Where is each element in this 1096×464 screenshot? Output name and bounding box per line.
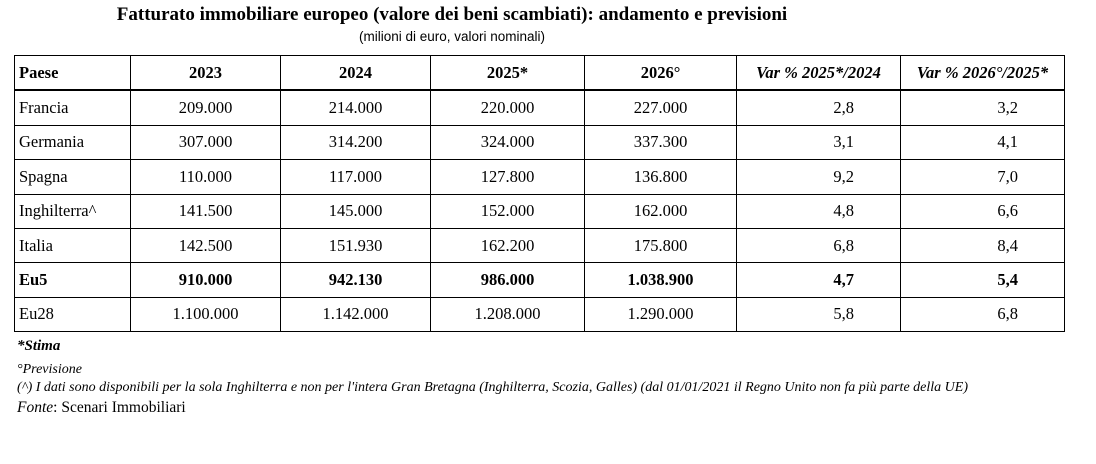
table-row-total-eu5 <box>15 263 1065 297</box>
cell-var-2025: 5,8 <box>737 297 901 331</box>
cell-2026: 162.000 <box>585 194 737 228</box>
cell-2026: 227.000 <box>585 90 737 125</box>
cell-2024: 214.000 <box>281 90 431 125</box>
cell-2023: 110.000 <box>131 160 281 194</box>
cell-var-2026: 7,0 <box>901 160 1065 194</box>
cell-var-2025: 2,8 <box>737 90 901 125</box>
cell-2024: 1.142.000 <box>281 297 431 331</box>
cell-var-2025: 4,8 <box>737 194 901 228</box>
source-line <box>17 399 1077 417</box>
table-row <box>15 194 1065 228</box>
page-title: Fatturato immobiliare europeo (valore dei beni scambiati): andamento e previsioni <box>116 4 788 25</box>
cell-2025: 220.000 <box>431 90 585 125</box>
cell-2026: 136.800 <box>585 160 737 194</box>
cell-country: Francia <box>15 90 131 125</box>
table-row <box>15 125 1065 159</box>
note-inghilterra: (^) I dati sono disponibili per la sola Inghilterra e non per l'intera Gran Bretagna (Inghilterra, Scozia, Galles) (dal 01/01/2021 il Regno Unito non fa più parte della UE) <box>17 380 968 395</box>
source-value: : Scenari Immobiliari <box>53 399 186 416</box>
cell-2023: 1.100.000 <box>131 297 281 331</box>
header-2026: 2026° <box>585 56 737 91</box>
cell-country: Spagna <box>15 160 131 194</box>
table-row <box>15 90 1065 125</box>
cell-var-2026: 6,8 <box>901 297 1065 331</box>
header-2024: 2024 <box>281 56 431 91</box>
cell-country: Italia <box>15 228 131 262</box>
cell-2025: 162.200 <box>431 228 585 262</box>
data-table <box>14 55 1065 332</box>
header-paese: Paese <box>15 56 131 91</box>
cell-2025: 1.208.000 <box>431 297 585 331</box>
cell-2024: 117.000 <box>281 160 431 194</box>
header-2023: 2023 <box>131 56 281 91</box>
header-var-2025: Var % 2025*/2024 <box>737 56 901 91</box>
cell-var-2025: 3,1 <box>737 125 901 159</box>
cell-country: Germania <box>15 125 131 159</box>
header-2025: 2025* <box>431 56 585 91</box>
cell-var-2026: 3,2 <box>901 90 1065 125</box>
cell-2026: 1.290.000 <box>585 297 737 331</box>
cell-var-2026: 8,4 <box>901 228 1065 262</box>
cell-2023: 307.000 <box>131 125 281 159</box>
cell-2025: 127.800 <box>431 160 585 194</box>
source-label: Fonte <box>17 399 54 416</box>
cell-var-2026: 5,4 <box>901 263 1065 297</box>
cell-2024: 314.200 <box>281 125 431 159</box>
cell-2026: 1.038.900 <box>585 263 737 297</box>
cell-2024: 145.000 <box>281 194 431 228</box>
cell-country: Eu28 <box>15 297 131 331</box>
cell-2026: 175.800 <box>585 228 737 262</box>
cell-country: Inghilterra^ <box>15 194 131 228</box>
cell-country: Eu5 <box>15 263 131 297</box>
cell-2023: 141.500 <box>131 194 281 228</box>
cell-2025: 152.000 <box>431 194 585 228</box>
footnotes <box>17 337 1077 417</box>
cell-2024: 151.930 <box>281 228 431 262</box>
cell-2023: 142.500 <box>131 228 281 262</box>
table-row <box>15 297 1065 331</box>
cell-var-2025: 9,2 <box>737 160 901 194</box>
cell-var-2026: 4,1 <box>901 125 1065 159</box>
cell-2026: 337.300 <box>585 125 737 159</box>
table-row <box>15 228 1065 262</box>
cell-var-2025: 6,8 <box>737 228 901 262</box>
header-var-2026: Var % 2026°/2025* <box>901 56 1065 91</box>
note-previsione: °Previsione <box>17 362 82 377</box>
cell-2024: 942.130 <box>281 263 431 297</box>
table-row <box>15 160 1065 194</box>
table-header-row <box>15 56 1065 91</box>
note-stima: *Stima <box>17 338 61 354</box>
cell-var-2026: 6,6 <box>901 194 1065 228</box>
cell-2025: 324.000 <box>431 125 585 159</box>
cell-var-2025: 4,7 <box>737 263 901 297</box>
cell-2025: 986.000 <box>431 263 585 297</box>
cell-2023: 209.000 <box>131 90 281 125</box>
page-subtitle: (milioni di euro, valori nominali) <box>358 29 546 44</box>
cell-2023: 910.000 <box>131 263 281 297</box>
